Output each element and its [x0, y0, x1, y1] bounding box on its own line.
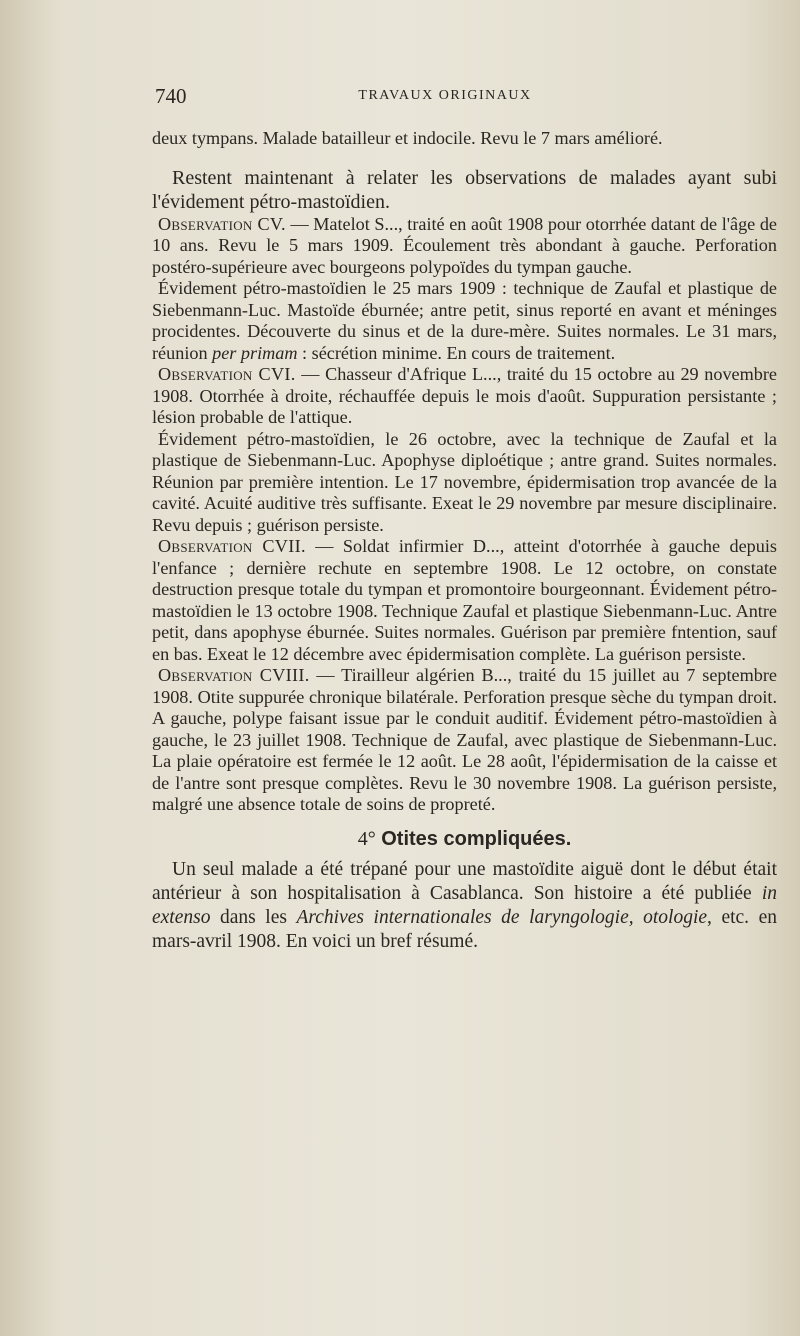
- section-heading: [152, 826, 777, 852]
- italic-phrase: per primam: [212, 342, 298, 363]
- observation-label: Observation CVI.: [158, 364, 296, 384]
- observation-text: — Matelot S..., traité en août 1908 pour otorrhée datant de l'âge de 10 ans. Revu le 5 mars 1909. Écoulement très abondant à gauche. Perforation postéro-supérieure avec bourgeons polypoïdes du tympan gauche.: [152, 213, 778, 277]
- observation-106: [152, 364, 777, 429]
- paragraph-text-tail: : sécrétion minime. En cours de traitement.: [297, 342, 616, 363]
- observation-text: — Soldat infirmier D..., atteint d'otorrhée à gauche depuis l'enfance ; dernière rechute en septembre 1908. Le 12 octobre, on constate destruction presque totale du tympan et promontoire bourgeonnant. Évidement pétro-mastoïdien le 13 octobre 1908. Technique Zaufal et plastique Siebenmann-Luc. Antre petit, dans apophyse éburnée. Suites normales. Guérison par première fntention, sauf en bas. Exeat le 12 décembre avec épidermisation complète. La guérison persiste.: [152, 536, 777, 664]
- observation-text: — Tirailleur algérien B..., traité du 15 juillet au 7 septembre 1908. Otite suppurée chronique bilatérale. Perforation presque sèche du tympan droit. A gauche, polype faisant issue par le conduit auditif. Évidement pétro-mastoïdien à gauche, le 23 juillet 1908. Technique de Zaufal, avec plastique de Siebenmann-Luc. La plaie opératoire est fermée le 12 août. Le 28 août, l'épidermisation de la caisse et de l'antre sont presque complètes. Revu le 30 novembre 1908. La guérison persiste, malgré une absence totale de soins de propreté.: [152, 665, 777, 814]
- observation-106-continued: Évidement pétro-mastoïdien, le 26 octobre, avec la technique de Zaufal et la plastique de Siebenmann-Luc. Apophyse diploétique ; antre grand. Suites normales. Réunion par première intention. Le 17 novembre, épidermisation trop avancée de la cavité. Acuité auditive très suffisante. Exeat le 29 novembre par mesure disciplinaire. Revu depuis ; guérison persiste.: [152, 428, 777, 535]
- observation-108: [152, 665, 777, 816]
- intro-paragraph: Restent maintenant à relater les observations de malades ayant subi l'évidement pétro-mastoïdien.: [152, 166, 777, 213]
- paragraph-text: Évidement pétro-mastoïdien le 25 mars 1909 : technique de Zaufal et plastique de Siebenmann-Luc. Mastoïde éburnée; antre petit, sinus reporté en avant et méninges procidentes. Découverte du sinus et de la dure-mère. Suites normales. Le 31 mars, réunion: [152, 278, 777, 363]
- observation-label: Observation CVII.: [158, 536, 306, 556]
- final-paragraph: [152, 858, 777, 954]
- observation-text: — Chasseur d'Afrique L..., traité du 15 octobre au 29 novembre 1908. Otorrhée à droite, réchauffée depuis le mois d'août. Suppuration persistante ; lésion probable de l'attique.: [152, 364, 777, 427]
- observation-label: Observation CVIII.: [158, 665, 310, 685]
- section-title: Otites compliquées.: [381, 827, 572, 850]
- observation-label: Observation CV.: [158, 213, 286, 234]
- page-header: [155, 84, 775, 114]
- observation-105: [152, 214, 777, 279]
- continued-paragraph: deux tympans. Malade batailleur et indocile. Revu le 7 mars amélioré.: [152, 128, 663, 148]
- observation-107: [152, 536, 777, 665]
- paragraph-text-tail: , etc. en mars-avril 1908. En voici un bref résumé.: [152, 906, 777, 952]
- paragraph-text: dans les: [210, 906, 297, 928]
- journal-title: Archives internationales de laryngologie, otologie: [296, 906, 708, 928]
- page-body: [152, 128, 777, 954]
- italic-phrase: in extenso: [152, 882, 777, 928]
- running-head: TRAVAUX ORIGINAUX: [358, 88, 532, 103]
- paragraph-text: Un seul malade a été trépané pour une mastoïdite aiguë dont le début était antérieur à son hospitalisation à Casablanca. Son histoire a été publiée: [152, 858, 777, 904]
- page-number: 740: [155, 84, 187, 108]
- observation-105-continued: [152, 278, 777, 364]
- section-number: 4°: [357, 827, 376, 850]
